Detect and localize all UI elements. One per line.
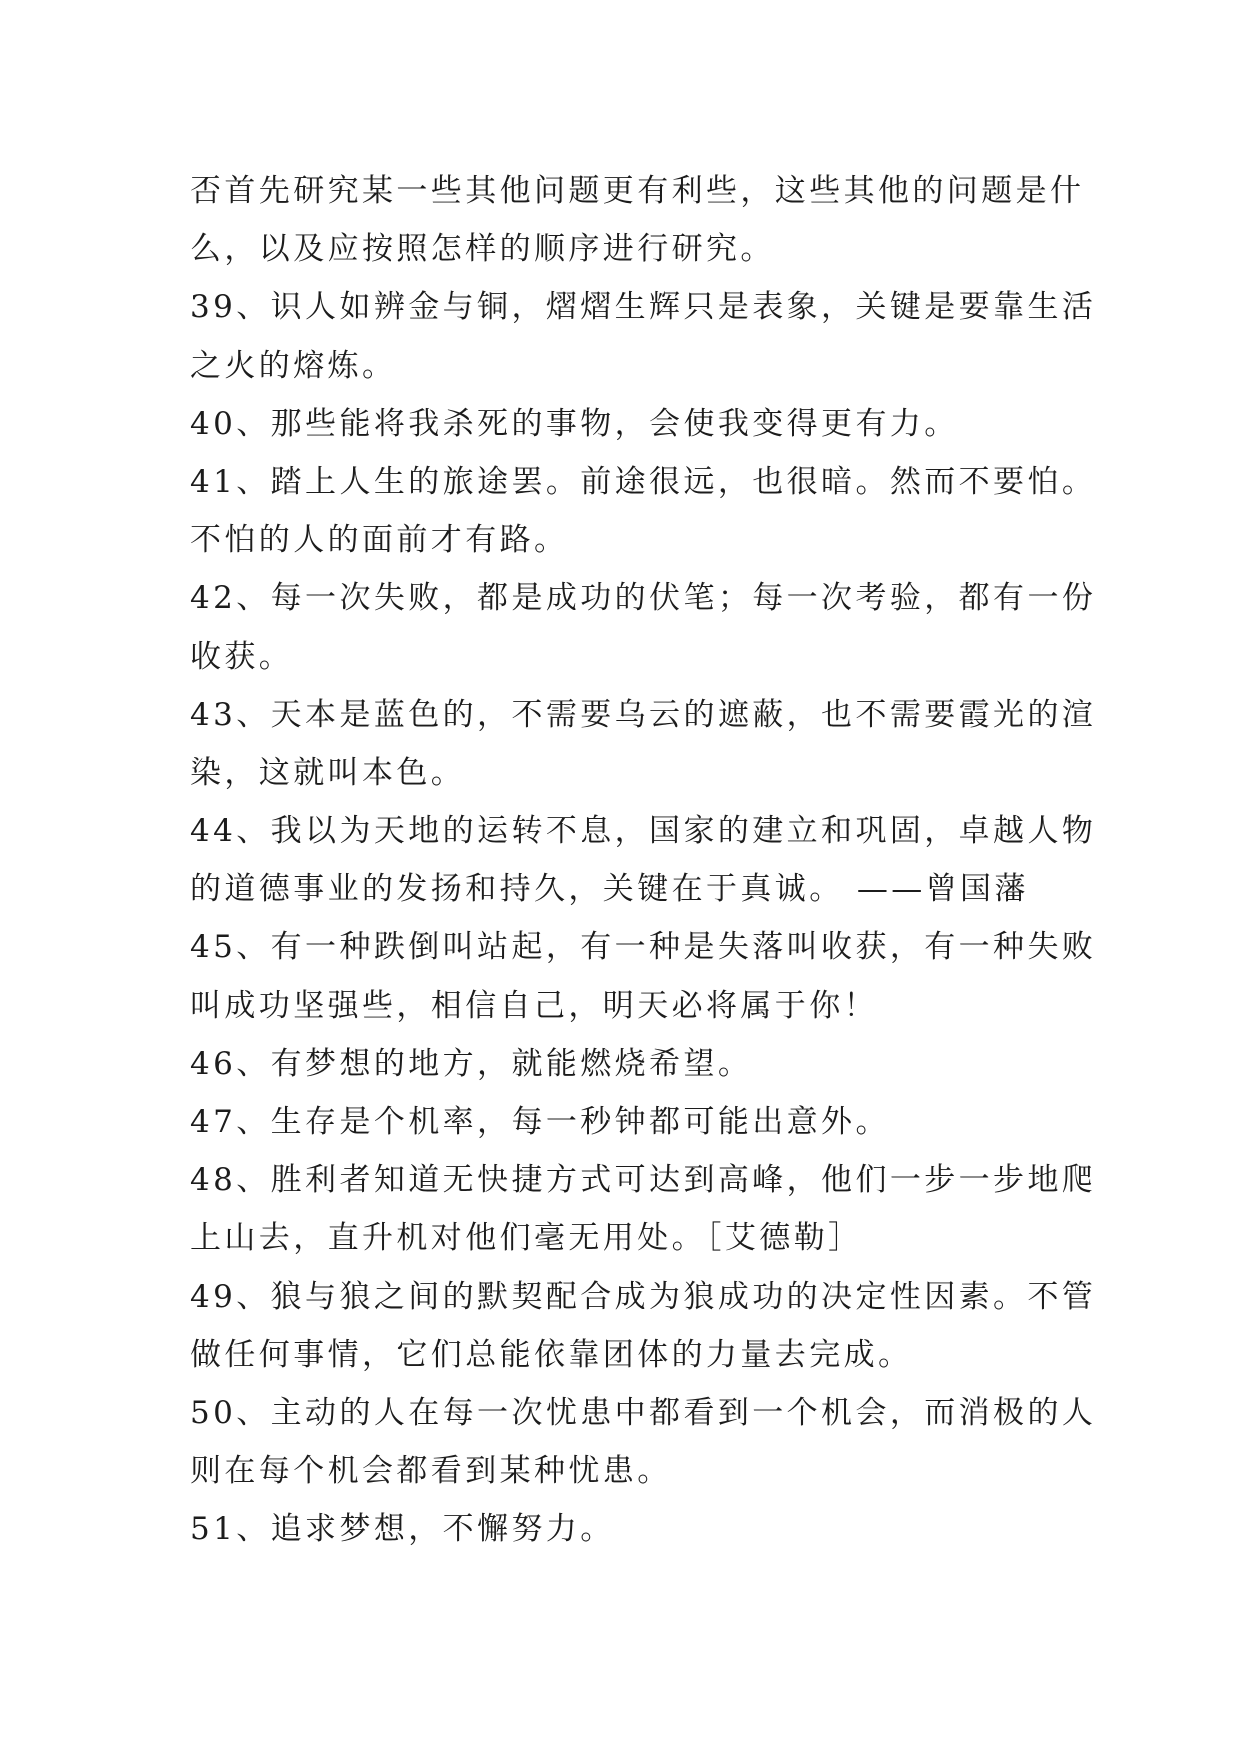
text-line: 否首先研究某一些其他问题更有利些，这些其他的问题是什: [190, 173, 1085, 209]
text-line: 41、踏上人生的旅途罢。前途很远，也很暗。然而不要怕。: [190, 463, 1097, 500]
text-line: 49、狼与狼之间的默契配合成为狼成功的决定性因素。不管: [190, 1278, 1097, 1315]
text-line: 47、生存是个机率，每一秒钟都可能出意外。: [190, 1104, 890, 1140]
text-line: 50、主动的人在每一次忧患中都看到一个机会，而消极的人: [190, 1394, 1097, 1431]
text-line: 不怕的人的面前才有路。: [190, 522, 569, 559]
text-line: 叫成功坚强些，相信自己，明天必将属于你！: [190, 987, 878, 1024]
text-line: 51、追求梦想，不懈努力。: [190, 1511, 615, 1548]
text-line: 的道德事业的发扬和持久，关键在于真诚。 ——曾国藩: [190, 871, 1029, 908]
text-line: 44、我以为天地的运转不息，国家的建立和巩固，卓越人物: [190, 813, 1097, 850]
text-line: 43、天本是蓝色的，不需要乌云的遮蔽，也不需要霞光的渲: [190, 696, 1097, 733]
text-line: 染，这就叫本色。: [190, 754, 466, 791]
text-line: 39、识人如辨金与铜，熠熠生辉只是表象，关键是要靠生活: [190, 289, 1097, 326]
text-line: 48、胜利者知道无快捷方式可达到高峰，他们一步一步地爬: [190, 1162, 1097, 1199]
quote-list: [190, 162, 1097, 1559]
text-line: 则在每个机会都看到某种忧患。: [190, 1453, 672, 1490]
text-line: 么，以及应按照怎样的顺序进行研究。: [190, 231, 775, 268]
text-line: 收获。: [190, 638, 294, 675]
text-line: 45、有一种跌倒叫站起，有一种是失落叫收获，有一种失败: [190, 929, 1097, 966]
text-line: 上山去，直升机对他们毫无用处。［艾德勒］: [190, 1220, 863, 1257]
text-line: 46、有梦想的地方，就能燃烧希望。: [190, 1045, 753, 1082]
text-line: 42、每一次失败，都是成功的伏笔；每一次考验，都有一份: [190, 580, 1097, 617]
text-line: 做任何事情，它们总能依靠团体的力量去完成。: [190, 1336, 913, 1373]
text-line: 40、那些能将我杀死的事物，会使我变得更有力。: [190, 405, 959, 442]
text-line: 之火的熔炼。: [190, 347, 397, 384]
